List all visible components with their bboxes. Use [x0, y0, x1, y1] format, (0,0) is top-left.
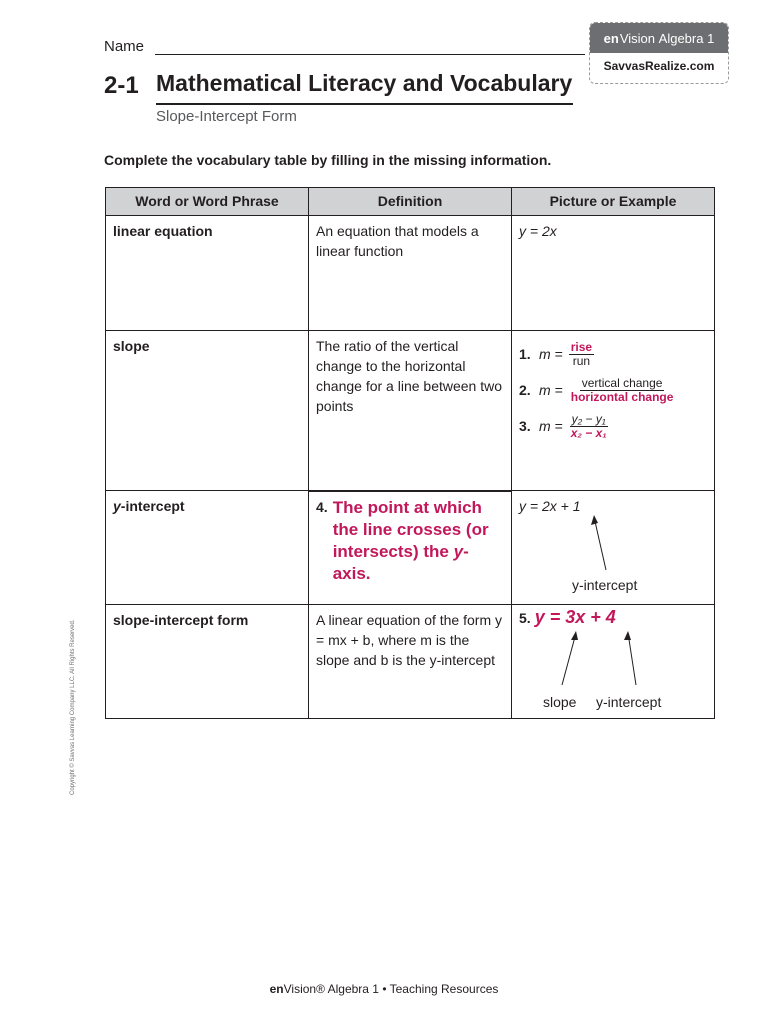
instructions: Complete the vocabulary table by filling in the missing information.	[104, 152, 552, 168]
table-row	[106, 605, 715, 719]
brand-logo	[590, 23, 728, 53]
slope-formula-3: 3. m = $\frac{\text{y₂ − y₁}}{\text{x₂ − x₁}}$	[519, 411, 607, 440]
example-cell	[512, 331, 715, 491]
page-footer: enVision® Algebra 1 • Teaching Resources	[269, 982, 499, 996]
lesson-title: Mathematical Literacy and Vocabulary	[156, 70, 573, 96]
example-equation: y = 2x + 1	[519, 498, 581, 514]
slope-formula-1: 1. m = $\frac{\text{rise}}{\text{run}}$	[519, 339, 593, 368]
fraction-numerator: rise	[570, 339, 593, 354]
brand-name: Vision	[619, 30, 656, 46]
answer-4: 4. The point at which the line crosses (or intersects) the y-axis.	[316, 497, 489, 583]
fraction-numerator: vertical change	[581, 375, 663, 390]
vocabulary-table	[105, 187, 715, 719]
name-input-line[interactable]	[155, 54, 585, 55]
title-rule	[156, 103, 573, 105]
brand-badge	[589, 22, 729, 84]
lesson-subtitle: Slope-Intercept Form	[156, 108, 297, 125]
copyright-notice: Copyright © Savvas Learning Company LLC. All Rights Reserved.	[70, 619, 76, 795]
brand-site-link[interactable]: SavvasRealize.com	[603, 59, 715, 73]
table-row	[106, 216, 715, 331]
definition-cell: A linear equation of the form y = mx + b, where m is the slope and b is the y-intercept	[309, 605, 512, 719]
column-header-definition: Definition	[309, 188, 512, 216]
fraction-denominator: horizontal change	[570, 389, 674, 404]
fraction-numerator: y₂ − y₁	[571, 411, 606, 426]
word-cell: linear equation	[106, 216, 309, 331]
table-row	[106, 491, 715, 605]
slope-formula-2: 2. m = $\frac{\text{vertical change}}{\text{horizontal change}}$	[519, 375, 674, 404]
name-label: Name	[104, 38, 145, 55]
word-cell: slope-intercept form	[106, 605, 309, 719]
answer-5: 5. y = 3x + 4	[519, 607, 616, 627]
example-cell	[512, 491, 715, 605]
lesson-number: 2-1	[104, 72, 139, 99]
definition-cell: The ratio of the vertical change to the horizontal change for a line between two points	[309, 331, 512, 491]
column-header-word: Word or Word Phrase	[106, 188, 309, 216]
word-cell: y-intercept	[106, 491, 309, 605]
example-cell	[512, 605, 715, 719]
word-cell: slope	[106, 331, 309, 491]
slope-label: slope	[543, 694, 577, 710]
definition-cell: An equation that models a linear function	[309, 216, 512, 331]
y-intercept-label: y-intercept	[596, 694, 662, 710]
fraction-denominator: run	[572, 353, 591, 368]
definition-cell	[309, 491, 512, 605]
brand-prefix: en	[603, 30, 619, 46]
brand-product: Algebra 1	[658, 30, 715, 46]
y-intercept-label: y-intercept	[572, 577, 638, 593]
column-header-example: Picture or Example	[512, 188, 715, 216]
table-header-row	[106, 188, 715, 216]
table-row	[106, 331, 715, 491]
fraction-denominator: x₂ − x₁	[570, 425, 607, 440]
example-cell: y = 2x	[512, 216, 715, 331]
